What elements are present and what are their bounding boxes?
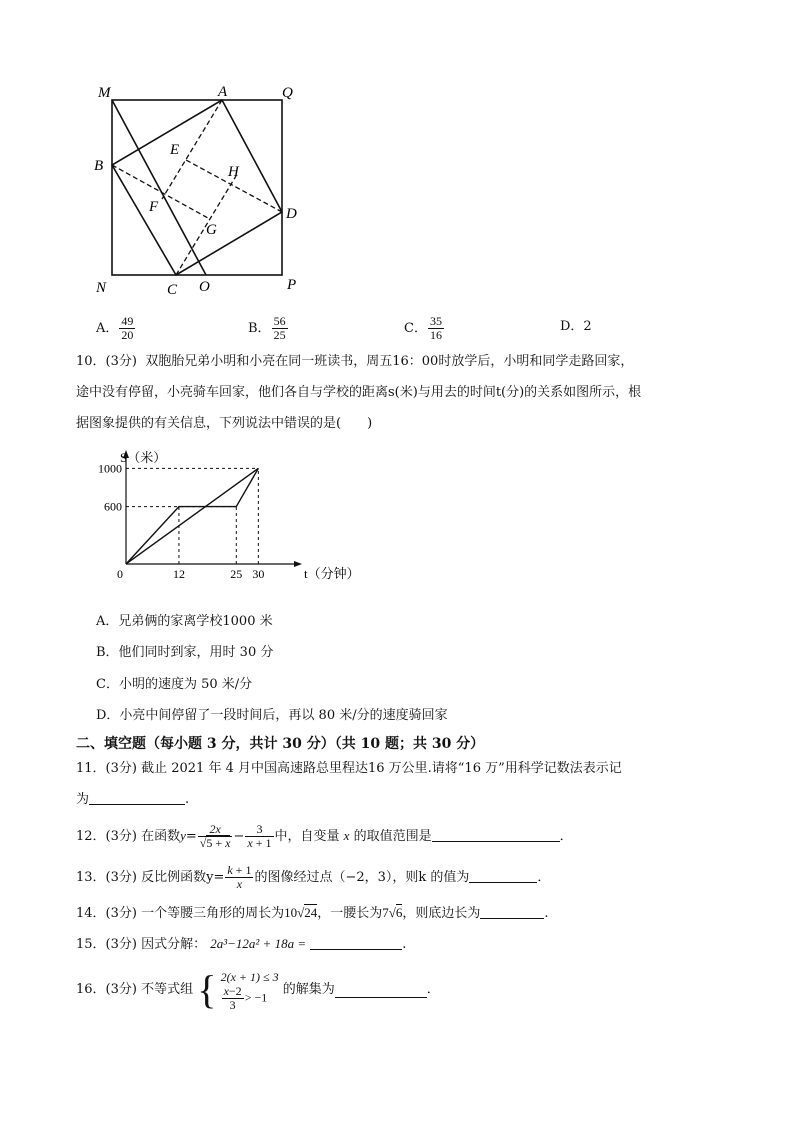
label-g: G (206, 222, 217, 238)
series-line-1 (126, 468, 258, 564)
q9-option-b[interactable]: B． $\frac{56}{25}$ (248, 314, 286, 342)
dash-bg (112, 165, 208, 218)
q9-option-a-fraction: $\frac{49}{20}$ (121, 314, 134, 342)
q12-fraction-2: $\frac{3}{x + 1}$ (247, 822, 272, 850)
y-axis-title: S（米） (120, 450, 167, 465)
q10-distance-time-chart (90, 446, 360, 586)
q10-option-d[interactable]: D．小亮中间停留了一段时间后，再以 80 米/分的速度骑回家 (96, 708, 448, 723)
label-c: C (167, 282, 178, 298)
square-adcb (112, 100, 282, 275)
q11-line2: 为 . (76, 792, 190, 807)
x-tick-30: 30 (252, 567, 265, 581)
q12-answer-blank[interactable] (432, 827, 560, 842)
label-h: H (228, 164, 239, 180)
label-a: A (218, 84, 228, 100)
q14-answer-blank[interactable] (480, 904, 544, 919)
q15-answer-blank[interactable] (310, 935, 402, 950)
q10-line1: 10．(3分) 双胞胎兄弟小明和小亮在同一班读书，周五16：00时放学后，小明和同学走路回家， (76, 354, 634, 369)
label-d: D (286, 206, 297, 222)
q16-inequality-system: 2(x + 1) ≤ 3 $\frac{x-2}{3}$ > −1 (220, 969, 279, 1012)
q12-fraction-1: $\frac{2x}{√5 + x}$ (199, 822, 231, 850)
q9-option-c-fraction: $\frac{35}{16}$ (429, 314, 442, 342)
x-tick-12: 12 (172, 567, 185, 581)
label-e: E (170, 142, 180, 158)
x-tick-0: 0 (117, 567, 123, 581)
q9-option-d[interactable]: D．2 (560, 319, 592, 334)
q15-line: 15．(3分) 因式分解： 2a³−12a² + 18a = . (76, 936, 407, 952)
label-m: M (98, 85, 111, 101)
q13-line: 13．(3分) 反比例函数y= $\frac{k + 1}{x}$ 的图像经过点（−2，3），则k 的值为 ． (76, 863, 551, 891)
q13-answer-blank[interactable] (469, 868, 537, 883)
line-mo (112, 100, 206, 275)
q13-fraction: $\frac{k + 1}{x}$ (227, 863, 252, 891)
q16-line: 16．(3分) 不等式组 { 2(x + 1) ≤ 3 $\frac{x-2}{3}$ > −1 的解集为 ． (76, 967, 440, 1012)
label-o: O (199, 279, 210, 295)
y-tick-1000: 1000 (98, 461, 122, 476)
section-2-title: 二、填空题（每小题 3 分，共计 30 分）（共 10 题；共 30 分） (76, 736, 485, 752)
x-tick-25: 25 (230, 567, 243, 581)
square-mqpn (112, 100, 282, 275)
q10-line2: 途中没有停留，小亮骑车回家，他们各自与学校的距离s(米)与用去的时间t(分)的关系如图所示，根 (76, 385, 642, 400)
q14-line: 14．(3分) 一个等腰三角形的周长为10√24，一腰长为7√6，则底边长为 . (76, 905, 549, 921)
q11-answer-blank[interactable] (89, 790, 185, 805)
q10-option-c[interactable]: C．小明的速度为 50 米/分 (96, 677, 253, 692)
q11-line1: 11．(3分) 截止 2021 年 4 月中国高速路总里程达16 万公里.请将“16 万”用科学记数法表示记 (76, 761, 622, 776)
q9-option-a[interactable]: A． $\frac{49}{20}$ (96, 314, 134, 342)
q12-line: 12．(3分) 在函数y= $\frac{2x}{√5 + x}$ − $\frac{3}{x + 1}$ 中，自变量 x 的取值范围是 ． (76, 822, 573, 850)
label-b: B (94, 158, 104, 174)
label-p: P (287, 277, 297, 293)
x-axis-title: t（分钟） (304, 566, 360, 581)
label-f: F (149, 199, 159, 215)
q10-option-a[interactable]: A．兄弟俩的家离学校1000 米 (96, 614, 273, 629)
q10-option-b[interactable]: B．他们同时到家，用时 30 分 (96, 645, 274, 660)
q10-line3: 据图象提供的有关信息，下列说法中错误的是( ) (76, 416, 373, 431)
q9-option-b-fraction: $\frac{56}{25}$ (273, 314, 286, 342)
q9-geometry-figure (88, 78, 318, 300)
q16-answer-blank[interactable] (335, 983, 427, 998)
label-n: N (96, 280, 107, 296)
q9-option-c[interactable]: C． $\frac{35}{16}$ (404, 314, 442, 342)
x-axis-arrow (294, 561, 302, 567)
label-q: Q (282, 85, 293, 101)
y-tick-600: 600 (104, 499, 122, 514)
